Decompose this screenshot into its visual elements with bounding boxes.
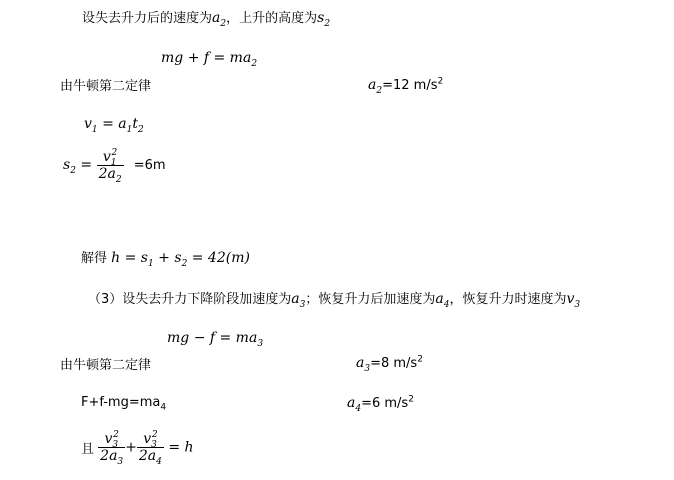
- equation-v1: $v_1 = a_1t_2$: [84, 116, 144, 135]
- a4-value: $a_4=6$ $m/s^2$: [347, 394, 414, 414]
- fraction-v3sq-2a3: $\frac{v_3^2}{2a_3}$: [100, 430, 124, 467]
- final-equation: 且 $\frac{v_3^2}{2a_3}$ + $\frac{v_3^2}{2a_4}$ = h: [81, 430, 194, 467]
- part3-intro: （3）设失去升力下降阶段加速度为$a_3$；恢复升力后加速度为$a_4$，恢复升力时速度为$v_3$: [88, 291, 581, 310]
- newton-label-2: 由牛顿第二定律: [60, 358, 152, 373]
- newton-label-1: 由牛顿第二定律: [60, 79, 152, 94]
- equation-mg-plus-f: mg + $f = ma_2$: [161, 50, 258, 69]
- var-s2: $s_2$: [317, 10, 331, 29]
- a3-value: $a_3=8$ $m/s^2$: [356, 354, 423, 374]
- equation-mg-minus-f: mg − $f = ma_3$: [167, 330, 264, 349]
- solve-h: 解得 $h = s_1 + s_2 = 42(m)$: [81, 250, 250, 269]
- fraction-v3sq-2a4: $\frac{v_3^2}{2a_4}$: [138, 430, 162, 467]
- equation-f-plus-f: $F+f-mg=ma_4$: [81, 395, 167, 413]
- line-intro: [82, 7, 331, 29]
- intro-text: 设失去升力后的速度为: [82, 11, 213, 26]
- fraction-v1sq-2a2: $\frac{v_1^2}{2a_2}$: [98, 148, 122, 185]
- s2-result: =6m: [133, 158, 166, 173]
- equation-s2: $s_2$ = $\frac{v_1^2}{2a_2}$ =6m: [63, 148, 166, 185]
- a2-value: $a_2=12$ $m/s^2$: [368, 76, 444, 96]
- intro-text-2: ，上升的高度为: [226, 11, 318, 26]
- var-a2: $a_2$: [212, 10, 227, 29]
